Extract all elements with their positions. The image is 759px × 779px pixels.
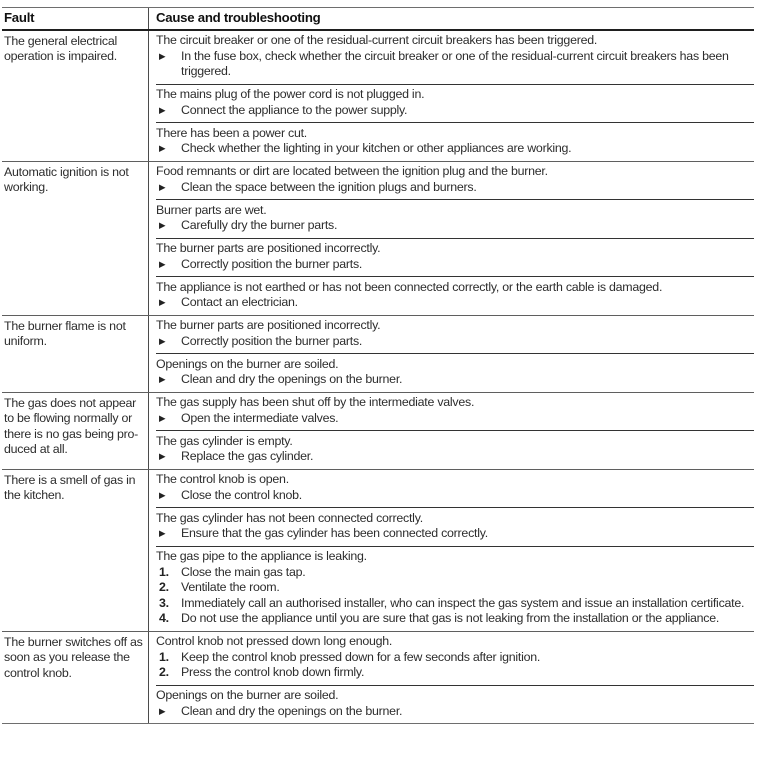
step-text: Check whether the lighting in your kitchen or other appliances are working. — [181, 141, 572, 155]
table-row — [2, 631, 754, 724]
table-row — [2, 315, 754, 392]
bullet-arrow-icon: ▶ — [159, 335, 166, 346]
cause-text: Control knob not pressed down long enough. — [156, 634, 393, 648]
troubleshooting-table — [2, 7, 754, 724]
step-text: Replace the gas cylinder. — [181, 449, 314, 463]
cause-block — [156, 507, 754, 546]
cause-cell — [148, 470, 754, 631]
cause-block — [156, 31, 754, 84]
cause-cell — [148, 31, 754, 161]
step-number: 4. — [159, 611, 169, 625]
step-number: 2. — [159, 580, 169, 594]
cause-cell — [148, 393, 754, 469]
cause-text: The gas cylinder is empty. — [156, 433, 293, 448]
troubleshooting-step — [156, 580, 754, 596]
step-number: 1. — [159, 649, 169, 664]
step-text: Clean and dry the openings on the burner. — [181, 703, 403, 718]
table-row — [2, 31, 754, 161]
step-text: Press the control knob down firmly. — [181, 665, 365, 679]
troubleshooting-step — [156, 565, 754, 581]
cause-text: Food remnants or dirt are located between the ignition plug and the burner. — [156, 164, 548, 178]
troubleshooting-step — [156, 650, 754, 666]
cause-block — [156, 84, 754, 123]
table-row — [2, 392, 754, 469]
troubleshooting-step — [156, 665, 754, 681]
step-text: Clean and dry the openings on the burner. — [181, 372, 403, 386]
step-text: Ventilate the room. — [181, 580, 280, 594]
fault-cell: The general electrical operation is impaired. — [4, 33, 117, 63]
step-text: Correctly position the burner parts. — [181, 256, 363, 271]
bullet-arrow-icon: ▶ — [159, 258, 166, 269]
cause-block — [156, 546, 754, 631]
bullet-arrow-icon: ▶ — [159, 451, 166, 461]
troubleshooting-step — [156, 449, 754, 465]
step-text: Clean the space between the ignition plugs and burners. — [181, 179, 477, 194]
troubleshooting-step — [156, 611, 754, 627]
troubleshooting-step — [156, 218, 754, 234]
troubleshooting-step — [156, 103, 754, 119]
bullet-arrow-icon: ▶ — [159, 528, 166, 538]
cause-text: Openings on the burner are soiled. — [156, 688, 339, 702]
step-text: Immediately call an authorised installer, who can inspect the gas system and issue an installation certificate. — [181, 595, 745, 610]
cause-block — [156, 430, 754, 469]
fault-cell: The gas does not appear to be flowing normally or there is no gas being produced at all. — [4, 395, 139, 456]
fault-cell: There is a smell of gas in the kitchen. — [4, 472, 136, 502]
table-header-row — [2, 8, 754, 31]
cause-text: There has been a power cut. — [156, 125, 307, 140]
bullet-arrow-icon: ▶ — [159, 104, 166, 115]
troubleshooting-step — [156, 257, 754, 273]
step-number: 2. — [159, 665, 169, 679]
step-text: Ensure that the gas cylinder has been connected correctly. — [181, 526, 488, 540]
fault-column-header: Fault — [4, 10, 35, 25]
table-body — [2, 31, 754, 724]
cause-block — [156, 122, 754, 161]
troubleshooting-step — [156, 596, 754, 612]
bullet-arrow-icon: ▶ — [159, 297, 166, 307]
table-row — [2, 161, 754, 315]
bullet-arrow-icon: ▶ — [159, 181, 166, 192]
troubleshooting-step — [156, 488, 754, 504]
cause-block — [156, 276, 754, 315]
step-text: Connect the appliance to the power supply. — [181, 102, 408, 117]
cause-text: The mains plug of the power cord is not plugged in. — [156, 87, 425, 101]
troubleshooting-step — [156, 49, 754, 80]
troubleshooting-step — [156, 704, 754, 720]
cause-text: The gas cylinder has not been connected correctly. — [156, 510, 423, 525]
bullet-arrow-icon: ▶ — [159, 220, 166, 230]
cause-block — [156, 162, 754, 200]
bullet-arrow-icon: ▶ — [159, 143, 166, 153]
cause-text: Burner parts are wet. — [156, 202, 267, 217]
cause-text: Openings on the burner are soiled. — [156, 356, 339, 371]
cause-text: The burner parts are positioned incorrectly. — [156, 318, 381, 332]
fault-cell: The burner flame is not uniform. — [4, 318, 126, 348]
fault-cell: Automatic ignition is not working. — [4, 164, 129, 194]
cause-cell — [148, 632, 754, 724]
cause-block — [156, 316, 754, 354]
troubleshooting-step — [156, 372, 754, 388]
cause-cell — [148, 316, 754, 392]
cause-text: The appliance is not earthed or has not been connected correctly, or the earth cable is damaged. — [156, 279, 663, 294]
step-text: Keep the control knob pressed down for a few seconds after ignition. — [181, 649, 541, 664]
cause-block — [156, 199, 754, 238]
troubleshooting-step — [156, 180, 754, 196]
step-text: Contact an electrician. — [181, 295, 298, 309]
cause-text: The gas pipe to the appliance is leaking. — [156, 549, 367, 563]
bullet-arrow-icon: ▶ — [159, 412, 166, 423]
step-text: Do not use the appliance until you are sure that gas is not leaking from the installation or the appliance. — [181, 611, 720, 625]
cause-block — [156, 632, 754, 685]
cause-text: The burner parts are positioned incorrectly. — [156, 241, 381, 255]
step-number: 3. — [159, 595, 169, 610]
step-text: Carefully dry the burner parts. — [181, 218, 338, 232]
troubleshooting-step — [156, 411, 754, 427]
table-row — [2, 469, 754, 631]
cause-block — [156, 353, 754, 392]
cause-block — [156, 393, 754, 431]
step-text: Open the intermediate valves. — [181, 410, 339, 425]
cause-block — [156, 685, 754, 724]
cause-column-header: Cause and troubleshooting — [148, 8, 754, 29]
bullet-arrow-icon: ▶ — [159, 705, 166, 716]
bullet-arrow-icon: ▶ — [159, 374, 166, 384]
cause-block — [156, 238, 754, 277]
cause-text: The control knob is open. — [156, 472, 289, 486]
cause-text: The circuit breaker or one of the residual-current circuit breakers has been triggered. — [156, 33, 598, 47]
troubleshooting-step — [156, 295, 754, 311]
cause-cell — [148, 162, 754, 315]
step-text: Correctly position the burner parts. — [181, 333, 363, 348]
bullet-arrow-icon: ▶ — [159, 50, 166, 61]
step-text: In the fuse box, check whether the circuit breaker or one of the residual-current circuit breakers has been triggered. — [181, 48, 729, 78]
step-text: Close the control knob. — [181, 487, 302, 502]
step-number: 1. — [159, 564, 169, 579]
bullet-arrow-icon: ▶ — [159, 489, 166, 500]
troubleshooting-step — [156, 141, 754, 157]
cause-text: The gas supply has been shut off by the intermediate valves. — [156, 395, 475, 409]
troubleshooting-step — [156, 526, 754, 542]
troubleshooting-step — [156, 334, 754, 350]
step-text: Close the main gas tap. — [181, 564, 306, 579]
cause-block — [156, 470, 754, 508]
fault-cell: The burner switches off as soon as you release the control knob. — [4, 634, 143, 680]
